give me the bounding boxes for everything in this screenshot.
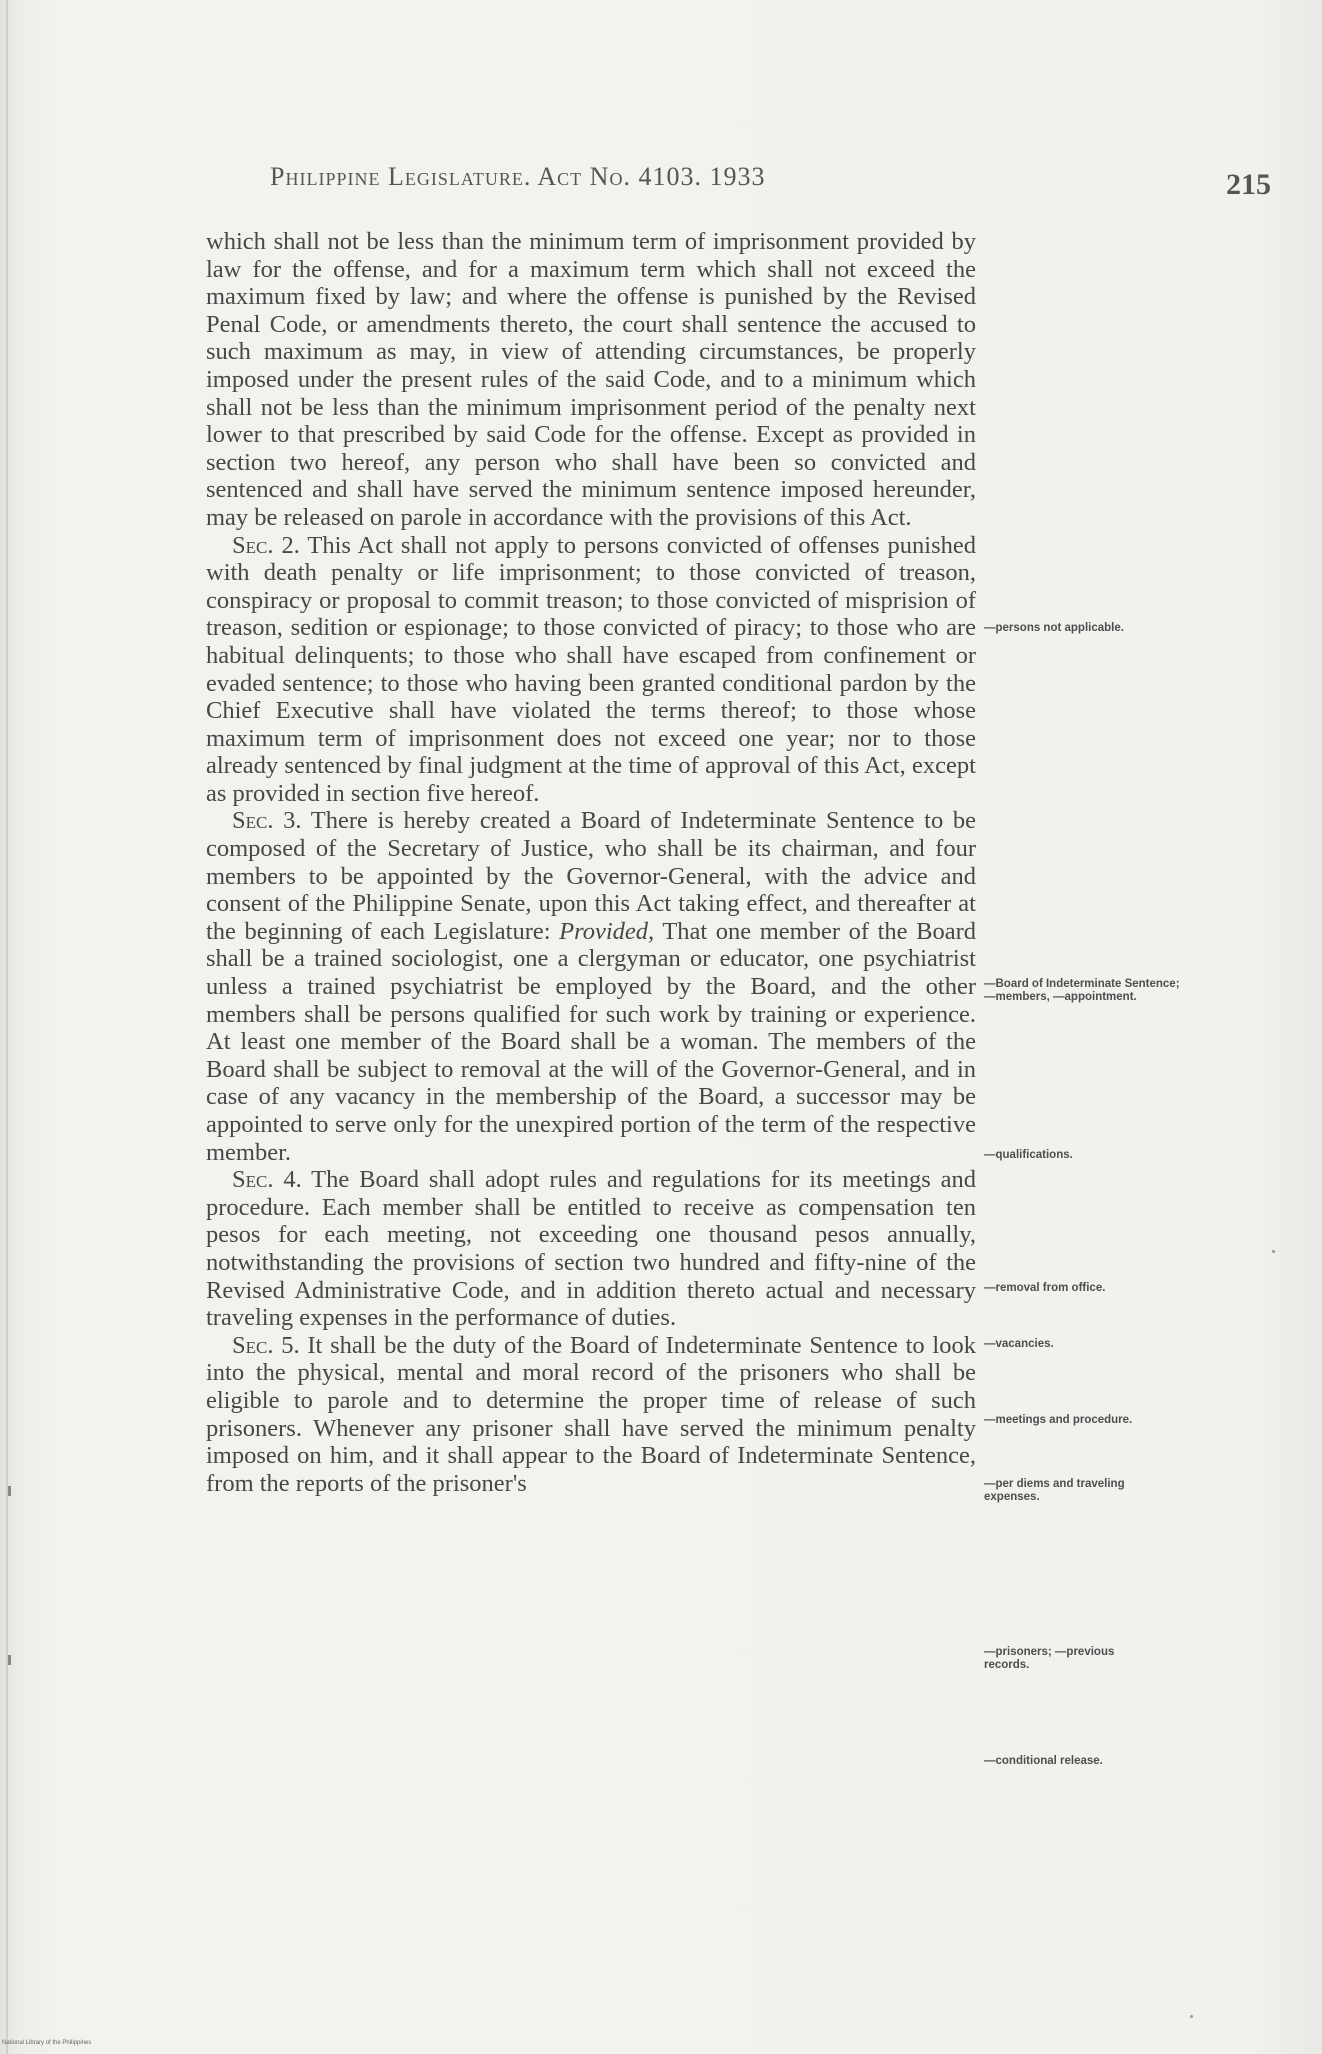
paragraph-sec-3 [206,807,976,1166]
proviso-word: Provided, [559,917,655,945]
binding-mark [8,1486,11,1496]
section-text: It shall be the duty of the Board of Indeterminate Sentence to look into the physical, mental and moral record of the prisoners who shall be eligible to parole and to determine the proper time of release of such prisoners. Whenever any prisoner shall have served the minimum penalty imposed on him, and it shall appear to the Board of Indeterminate Sentence, from the reports of the prisoner's [206,1331,976,1497]
footer-credit: National Library of the Philippines [2,2040,92,2046]
section-label: Sec. 4. [232,1166,302,1194]
body-text [206,228,976,1497]
page-number: 215 [1226,168,1271,201]
paragraph-sec-5 [206,1332,976,1498]
margin-note: —removal from office. [984,1282,1106,1294]
margin-note: —Board of Indeterminate Sentence; —members, —appointment. [984,978,1180,1003]
speck [1272,1250,1275,1253]
margin-note: —meetings and procedure. [984,1414,1133,1426]
page-edge-shadow [6,0,8,2054]
margin-note: —vacancies. [984,1338,1054,1350]
section-text: That one member of the Board shall be a trained sociologist, one a clergyman or educator, one psychiatrist unless a trained psychiatrist be employed by the Board, and the other members shall be persons qualified for such work by training or experience. At least one member of the Board shall be a woman. The members of the Board shall be subject to removal at the will of the Governor-General, and in case of any vacancy in the membership of the Board, a successor may be appointed to serve only for the unexpired portion of the term of the respective member. [206,917,976,1166]
margin-note: —prisoners; —previous records. [984,1646,1115,1671]
section-label: Sec. 3. [232,807,302,835]
paragraph-sec-2 [206,532,976,808]
speck [1190,2015,1193,2018]
section-text: The Board shall adopt rules and regulations for its meetings and procedure. Each member shall be entitled to receive as compensation ten pesos for each meeting, not exceeding one thousand pesos annually, notwithstanding the provisions of section two hundred and fifty-nine of the Revised Administrative Code, and in addition thereto actual and necessary traveling expenses in the performance of duties. [206,1166,976,1332]
section-text: There is hereby created a Board of Indeterminate Sentence to be composed of the Secretary of Justice, who shall be its chairman, and four members to be appointed by the Governor-General, with the advice and consent of the Philippine Senate, upon this Act taking effect, and thereafter at the beginning of each Legislature: [206,807,976,945]
margin-note: —conditional release. [984,1755,1103,1767]
margin-note: —per diems and traveling expenses. [984,1478,1125,1503]
paragraph-continued: which shall not be less than the minimum term of imprisonment provided by law for the offense, and for a maximum term which shall not exceed the maximum fixed by law; and where the offense is punished by the Revised Penal Code, or amendments thereto, the court shall sentence the accused to such maximum as may, in view of attending circumstances, be properly imposed under the present rules of the said Code, and to a minimum which shall not be less than the minimum imprisonment period of the penalty next lower to that prescribed by said Code for the offense. Except as provided in section two hereof, any person who shall have been so convicted and sentenced and shall have served the minimum sentence imposed hereunder, may be released on parole in accordance with the provisions of this Act. [206,228,976,531]
section-text: This Act shall not apply to persons convicted of offenses punished with death penalty or life imprisonment; to those convicted of treason, conspiracy or proposal to commit treason; to those convicted of misprision of treason, sedition or espionage; to those convicted of piracy; to those who are habitual delinquents; to those who shall have escaped from confinement or evaded sentence; to those who having been granted conditional pardon by the Chief Executive shall have violated the terms thereof; to those whose maximum term of imprisonment does not exceed one year; nor to those already sentenced by final judgment at the time of approval of this Act, except as provided in section five hereof. [206,531,977,807]
margin-note: —qualifications. [984,1149,1073,1161]
section-label: Sec. 5. [232,1331,300,1359]
running-head: Philippine Legislature. Act No. 4103. 1933 [270,162,766,191]
section-label: Sec. 2. [232,531,300,559]
margin-note: —persons not applicable. [984,622,1124,634]
paragraph-sec-4 [206,1166,976,1332]
binding-mark [8,1655,11,1665]
